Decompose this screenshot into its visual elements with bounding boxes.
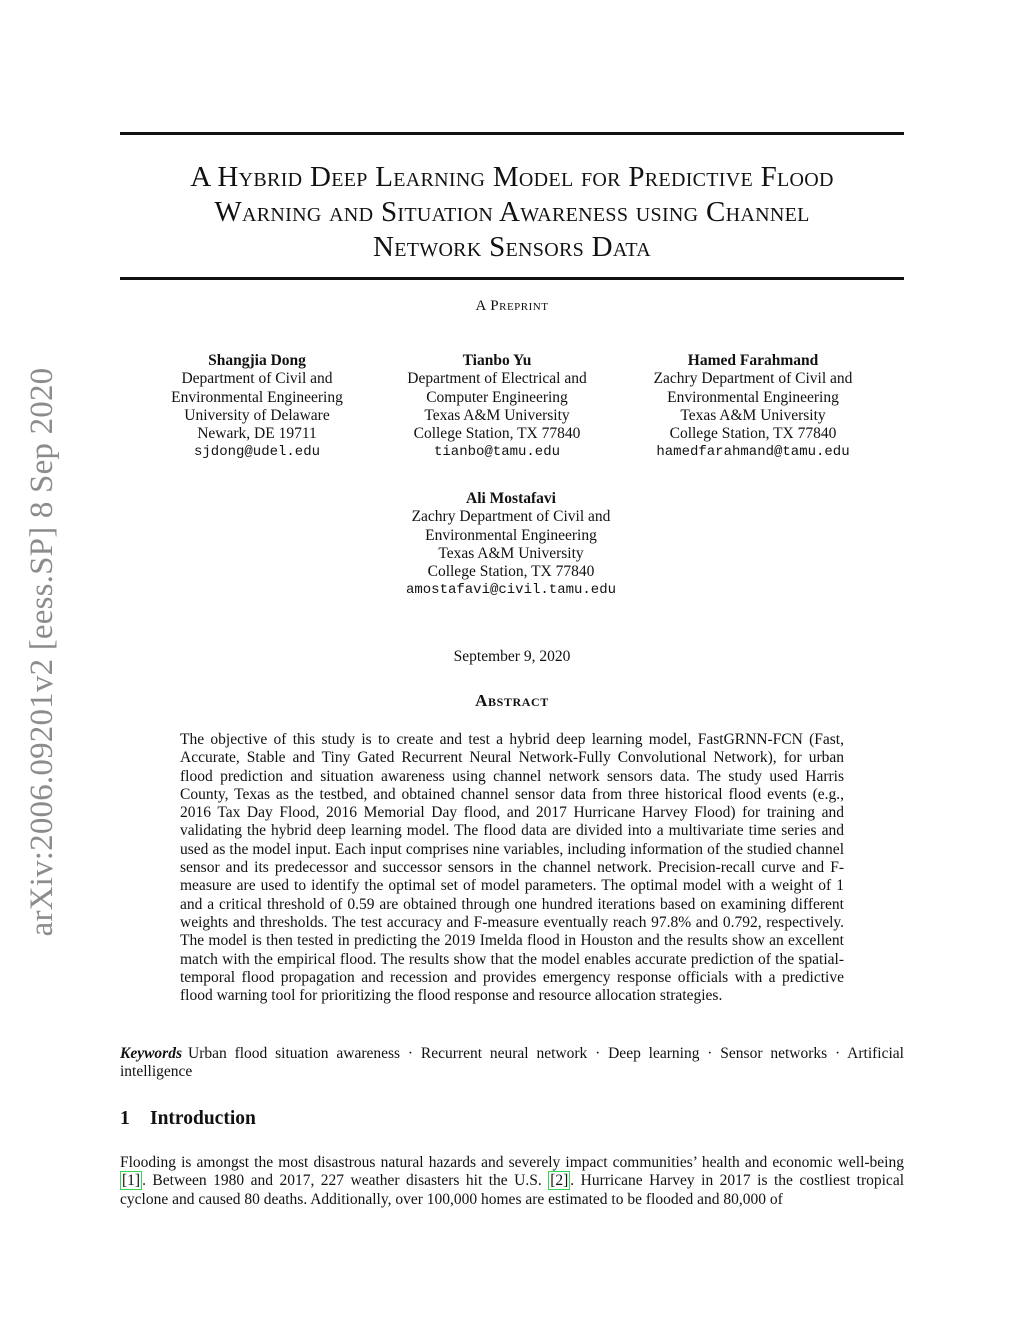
author-affiliation-line: Department of Civil and	[181, 370, 333, 388]
author-affiliation-line: Texas A&M University	[424, 406, 570, 424]
author-affiliation-line: College Station, TX 77840	[669, 425, 837, 443]
abstract-heading: Abstract	[475, 691, 549, 710]
paper-title	[120, 160, 904, 265]
section-heading	[120, 1108, 904, 1130]
author-affiliation-line: Computer Engineering	[426, 388, 568, 406]
citation-link[interactable]: [2]	[550, 1172, 569, 1190]
author-email[interactable]: tianbo@tamu.edu	[433, 444, 561, 461]
author-block	[623, 352, 883, 462]
author-affiliation-line: Environmental Engineering	[425, 526, 597, 544]
author-affiliation-line: Newark, DE 19711	[197, 425, 317, 443]
preprint-label: A Preprint	[475, 298, 549, 314]
author-name: Shangjia Dong	[208, 352, 306, 369]
author-affiliation-line: College Station, TX 77840	[427, 563, 595, 581]
author-email[interactable]: amostafavi@civil.tamu.edu	[405, 582, 617, 599]
title-line: Network Sensors Data	[372, 231, 652, 263]
author-block	[381, 490, 641, 600]
author-affiliation-line: Texas A&M University	[680, 406, 826, 424]
citation-link[interactable]: [1]	[122, 1172, 141, 1190]
publication-date: September 9, 2020	[453, 648, 571, 665]
author-email[interactable]: sjdong@udel.edu	[193, 444, 321, 461]
intro-text: . Between 1980 and 2017, 227 weather disasters hit the U.S.	[142, 1172, 549, 1190]
keywords-label: Keywords	[120, 1045, 182, 1062]
title-line: A Hybrid Deep Learning Model for Predictive Flood	[190, 161, 834, 193]
title-line: Warning and Situation Awareness using Channel	[214, 196, 810, 228]
arxiv-identifier-stamp: arXiv:2006.09201v2 [eess.SP] 8 Sep 2020	[24, 367, 60, 937]
introduction-paragraph	[120, 1154, 904, 1209]
title-top-rule	[120, 132, 904, 135]
author-block	[127, 352, 387, 462]
intro-text: . Hurricane Harvey in 2017 is the costliest tropical cyclone and caused 80 deaths. Additionally, over 100,000 homes are estimated to be flooded and 80,000 of	[120, 1172, 904, 1208]
author-email[interactable]: hamedfarahmand@tamu.edu	[656, 444, 850, 461]
author-block	[367, 352, 627, 462]
section-number: 1	[120, 1108, 130, 1129]
author-affiliation-line: Zachry Department of Civil and	[653, 370, 853, 388]
intro-text: Flooding is amongst the most disastrous natural hazards and severely impact communities’ health and economic well-being	[120, 1154, 904, 1171]
author-affiliation-line: Zachry Department of Civil and	[411, 508, 611, 526]
title-bottom-rule	[120, 277, 904, 280]
author-affiliation-line: Department of Electrical and	[407, 370, 587, 388]
author-name: Hamed Farahmand	[687, 352, 819, 369]
author-affiliation-line: University of Delaware	[184, 406, 330, 424]
author-name: Ali Mostafavi	[466, 490, 556, 507]
section-title: Introduction	[150, 1108, 256, 1129]
keywords-text: Urban flood situation awareness · Recurrent neural network · Deep learning · Sensor networks · Artificial intelligence	[120, 1045, 904, 1081]
author-affiliation-line: Texas A&M University	[438, 544, 584, 562]
author-affiliation-line: Environmental Engineering	[171, 388, 343, 406]
author-affiliation-line: Environmental Engineering	[667, 388, 839, 406]
keywords	[120, 1045, 904, 1082]
author-affiliation-line: College Station, TX 77840	[413, 425, 581, 443]
abstract-body: The objective of this study is to create and test a hybrid deep learning model, FastGRNN-FCN (Fast, Accurate, Stable and Tiny Gated Recurrent Neural Network-Fully Convolutional Network), for urban flood prediction and situation awareness using channel network sensors data. The study used Harris County, Texas as the testbed, and obtained channel sensor data from three historical flood events (e.g., 2016 Tax Day Flood, 2016 Memorial Day flood, and 2017 Hurricane Harvey Flood) for training and validating the hybrid deep learning model. The flood data are divided into a multivariate time series and used as the model input. Each input comprises nine variables, including information of the studied channel sensor and its predecessor and successor sensors in the channel network. Precision-recall curve and F-measure are used to identify the optimal set of model parameters. The optimal model with a weight of 1 and a critical threshold of 0.59 are obtained through one hundred iterations based on examining different weights and thresholds. The test accuracy and F-measure eventually reach 97.8% and 0.792, respectively. The model is then tested in predicting the 2019 Imelda flood in Houston and the results show an excellent match with the empirical flood. The results show that the model enables accurate prediction of the spatial-temporal flood propagation and recession and provides emergency response officials with a predictive flood warning tool for prioritizing the flood response and resource allocation strategies.	[180, 731, 844, 1005]
author-name: Tianbo Yu	[462, 352, 532, 369]
